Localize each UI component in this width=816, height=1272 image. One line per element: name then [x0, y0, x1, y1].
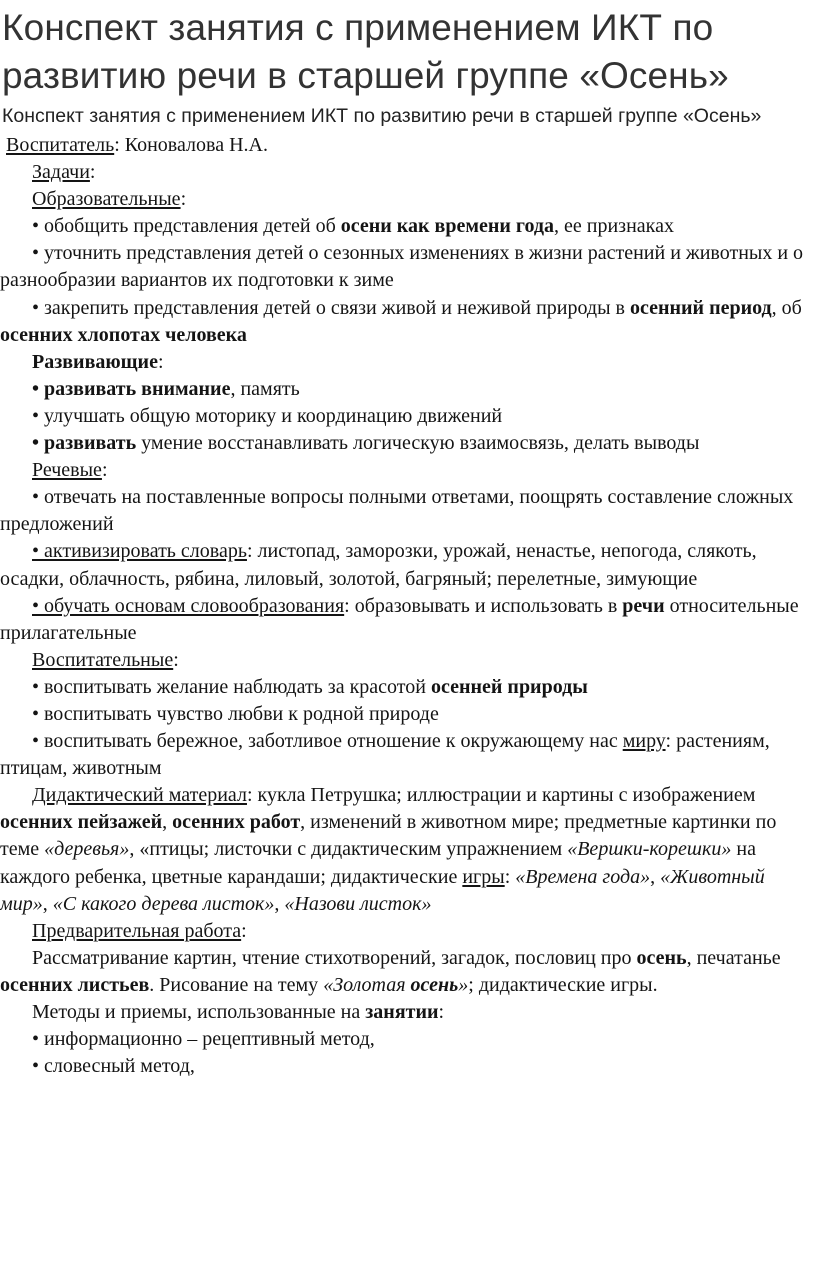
- educational-heading: [0, 186, 810, 213]
- page-title: Конспект занятия с применением ИКТ по развитию речи в старшей группе «Осень»: [2, 7, 729, 96]
- item-bullet: •: [32, 432, 45, 455]
- prework-text: . Рисование на тему: [149, 973, 324, 996]
- list-item: [0, 538, 810, 592]
- item-text: • закрепить представления детей о связи живой и неживой природы в: [32, 296, 630, 319]
- list-item: • уточнить представления детей о сезонных изменениях в жизни растений и животных и о разнообразии вариантов их подготовки к зиме: [0, 242, 804, 292]
- educational-label: Образовательные: [32, 188, 181, 211]
- item-underlined: • активизировать словарь: [32, 540, 247, 563]
- list-item: [0, 213, 810, 240]
- item-text: • воспитывать желание наблюдать за красотой: [32, 675, 431, 698]
- list-item: • воспитывать чувство любви к родной природе: [32, 702, 439, 725]
- material-underlined: игры: [462, 865, 505, 888]
- material-italic: «Назови листок»: [284, 892, 432, 915]
- item-text: : образовывать и использовать в: [344, 594, 623, 617]
- material-text: на каждого ребенка, цветные карандаши; дидактические: [0, 838, 756, 888]
- prework-label: Предварительная работа: [32, 919, 242, 942]
- material-text: ,: [650, 865, 661, 888]
- methods-heading: [0, 999, 810, 1026]
- item-text: , ее признаках: [554, 215, 674, 238]
- tasks-sep: :: [89, 161, 96, 184]
- material-label: Дидактический материал: [32, 784, 247, 807]
- list-item: [0, 295, 810, 349]
- methods-text: Методы и приемы, использованные на: [32, 1001, 366, 1023]
- upbringing-heading: [0, 647, 810, 674]
- speech-heading: [0, 457, 810, 484]
- material-text: , «птицы; листочки с дидактическим упражнением: [129, 838, 568, 861]
- material-bold: осенних работ: [172, 811, 301, 834]
- item-text: : растениям, птицам, животным: [0, 730, 770, 780]
- item-bold: осенний период: [629, 296, 772, 319]
- document-subtitle: Конспект занятия с применением ИКТ по развитию речи в старшей группе «Осень»: [2, 105, 762, 127]
- upbringing-label: Воспитательные: [32, 648, 174, 671]
- didactic-material-paragraph: [0, 782, 810, 917]
- teacher-sep: :: [114, 134, 125, 156]
- developing-sep: :: [157, 350, 164, 373]
- list-item: [0, 593, 810, 647]
- item-bold: осени как времени года: [340, 215, 555, 238]
- material-italic: «деревья»: [44, 838, 130, 861]
- material-bold: осенних пейзажей: [0, 811, 163, 834]
- teacher-label: Воспитатель: [6, 134, 115, 156]
- speech-sep: :: [101, 459, 108, 482]
- list-item: [0, 430, 810, 457]
- material-italic: «Вершки-корешки»: [567, 838, 732, 861]
- list-item: [0, 674, 810, 701]
- material-italic: «Времена года»: [515, 865, 651, 888]
- item-bold: речи: [622, 594, 665, 617]
- methods-sep: :: [438, 1001, 445, 1023]
- developing-heading: [0, 349, 810, 376]
- item-bold: развивать: [44, 432, 137, 455]
- list-item: • улучшать общую моторику и координацию движений: [32, 404, 503, 427]
- list-item: [0, 728, 810, 782]
- speech-label: Речевые: [32, 459, 102, 482]
- document-body: [0, 130, 816, 1080]
- item-text: умение восстанавливать логическую взаимосвязь, делать выводы: [136, 432, 700, 455]
- tasks-heading: [0, 159, 810, 186]
- prework-text: , печатанье: [686, 946, 781, 969]
- item-text: относительные прилагательные: [0, 594, 799, 644]
- prework-heading: [0, 918, 810, 945]
- item-underlined: миру: [622, 730, 666, 753]
- methods-bold: занятии: [365, 1001, 439, 1023]
- list-item: • информационно – рецептивный метод,: [32, 1028, 375, 1051]
- material-text: ,: [42, 892, 53, 915]
- item-bold: развивать внимание: [44, 377, 231, 400]
- list-item: • отвечать на поставленные вопросы полными ответами, поощрять составление сложных предложений: [0, 486, 794, 536]
- material-italic: «Животный мир»: [0, 865, 765, 915]
- item-bullet: •: [32, 377, 45, 400]
- material-text: ,: [162, 811, 173, 834]
- prework-bold: осень: [636, 946, 687, 969]
- prework-paragraph: [0, 945, 810, 999]
- material-text: , изменений в животном мире; предметные картинки по теме: [0, 811, 777, 861]
- prework-text: ; дидактические игры.: [468, 973, 658, 996]
- item-bold: осенней природы: [430, 675, 588, 698]
- developing-label: Развивающие: [32, 350, 158, 373]
- prework-bold-italic: осень: [410, 973, 459, 996]
- prework-italic: «Золотая: [323, 973, 411, 996]
- prework-text: Рассматривание картин, чтение стихотворений, загадок, пословиц про: [32, 946, 637, 969]
- item-text: , память: [230, 377, 300, 400]
- list-item: [0, 376, 810, 403]
- material-text: ,: [274, 892, 285, 915]
- item-text: • воспитывать бережное, заботливое отношение к окружающему нас: [32, 730, 623, 753]
- material-text: : кукла Петрушка; иллюстрации и картины с изображением: [246, 784, 756, 807]
- material-text: :: [504, 865, 516, 888]
- teacher-line: [0, 132, 810, 159]
- item-text: • обобщить представления детей об: [32, 215, 341, 238]
- prework-sep: :: [241, 919, 247, 942]
- item-bold: осенних хлопотах человека: [0, 323, 247, 346]
- educational-sep: :: [180, 188, 187, 211]
- teacher-name: Коновалова Н.А.: [124, 134, 268, 156]
- tasks-label: Задачи: [32, 161, 90, 184]
- item-underlined: • обучать основам словообразования: [32, 594, 345, 617]
- prework-bold: осенних листьев: [0, 973, 150, 996]
- material-italic: «С какого дерева листок»: [52, 892, 275, 915]
- upbringing-sep: :: [173, 648, 179, 671]
- item-text: , об: [771, 296, 802, 319]
- prework-italic: »: [458, 973, 469, 996]
- item-text: : листопад, заморозки, урожай, ненастье, непогода, слякоть, осадки, облачность, рябина, лиловый, золотой, багряный; перелетные, зимующие: [0, 540, 757, 590]
- list-item: • словесный метод,: [32, 1055, 195, 1078]
